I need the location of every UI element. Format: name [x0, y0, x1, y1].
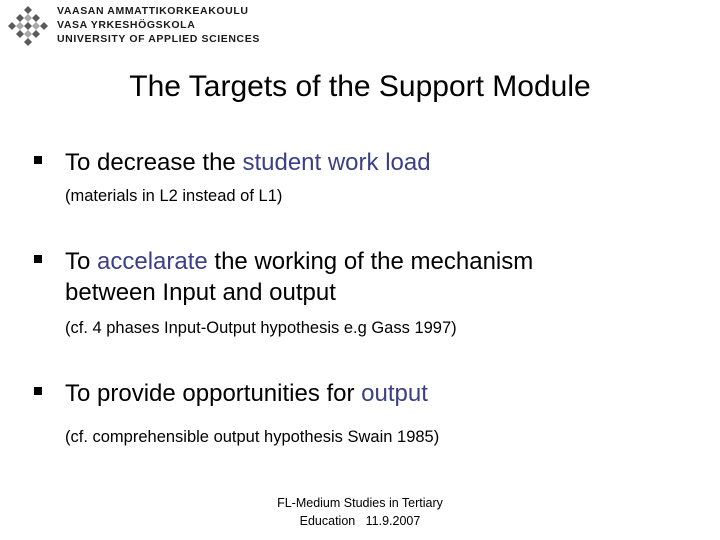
bullet-2-line-1 [65, 246, 533, 277]
bullet-2-post: the working of the mechanism [207, 248, 534, 275]
square-bullet-icon [34, 156, 43, 165]
logo-line-3: UNIVERSITY OF APPLIED SCIENCES [57, 33, 260, 45]
footer-line-1: FL-Medium Studies in Tertiary [277, 496, 443, 510]
bullet-2-line-2: between Input and output [65, 279, 336, 306]
slide-title: The Targets of the Support Module [129, 70, 591, 103]
slide-footer [250, 494, 470, 530]
logo-line-1: VAASAN AMMATTIKORKEAKOULU [57, 5, 249, 17]
bullet-2-highlight: accelarate [97, 248, 208, 275]
footer-line-2: Education 11.9.2007 [299, 514, 421, 528]
bullet-3-pre: To provide opportunities for [65, 380, 362, 407]
bullet-1-subtext: (materials in L2 instead of L1) [65, 187, 283, 205]
diamond-logo-icon [8, 6, 48, 46]
bullet-1-pre: To decrease the [65, 149, 243, 176]
square-bullet-icon [34, 387, 43, 396]
bullet-2-pre: To [65, 248, 98, 275]
university-logo [4, 2, 260, 46]
logo-line-2: VASA YRKESHÖGSKOLA [57, 19, 196, 31]
bullet-3-subtext: (cf. comprehensible output hypothesis Swain 1985) [65, 428, 440, 446]
logo-text [57, 4, 260, 46]
bullet-2-text [65, 246, 533, 308]
bullet-2-subtext: (cf. 4 phases Input-Output hypothesis e.g Gass 1997) [65, 319, 457, 337]
bullet-1-highlight: student work load [242, 149, 431, 176]
bullet-3-highlight: output [361, 380, 428, 407]
bullet-1-text [65, 147, 431, 178]
bullet-3-text [65, 378, 428, 409]
square-bullet-icon [34, 255, 43, 264]
